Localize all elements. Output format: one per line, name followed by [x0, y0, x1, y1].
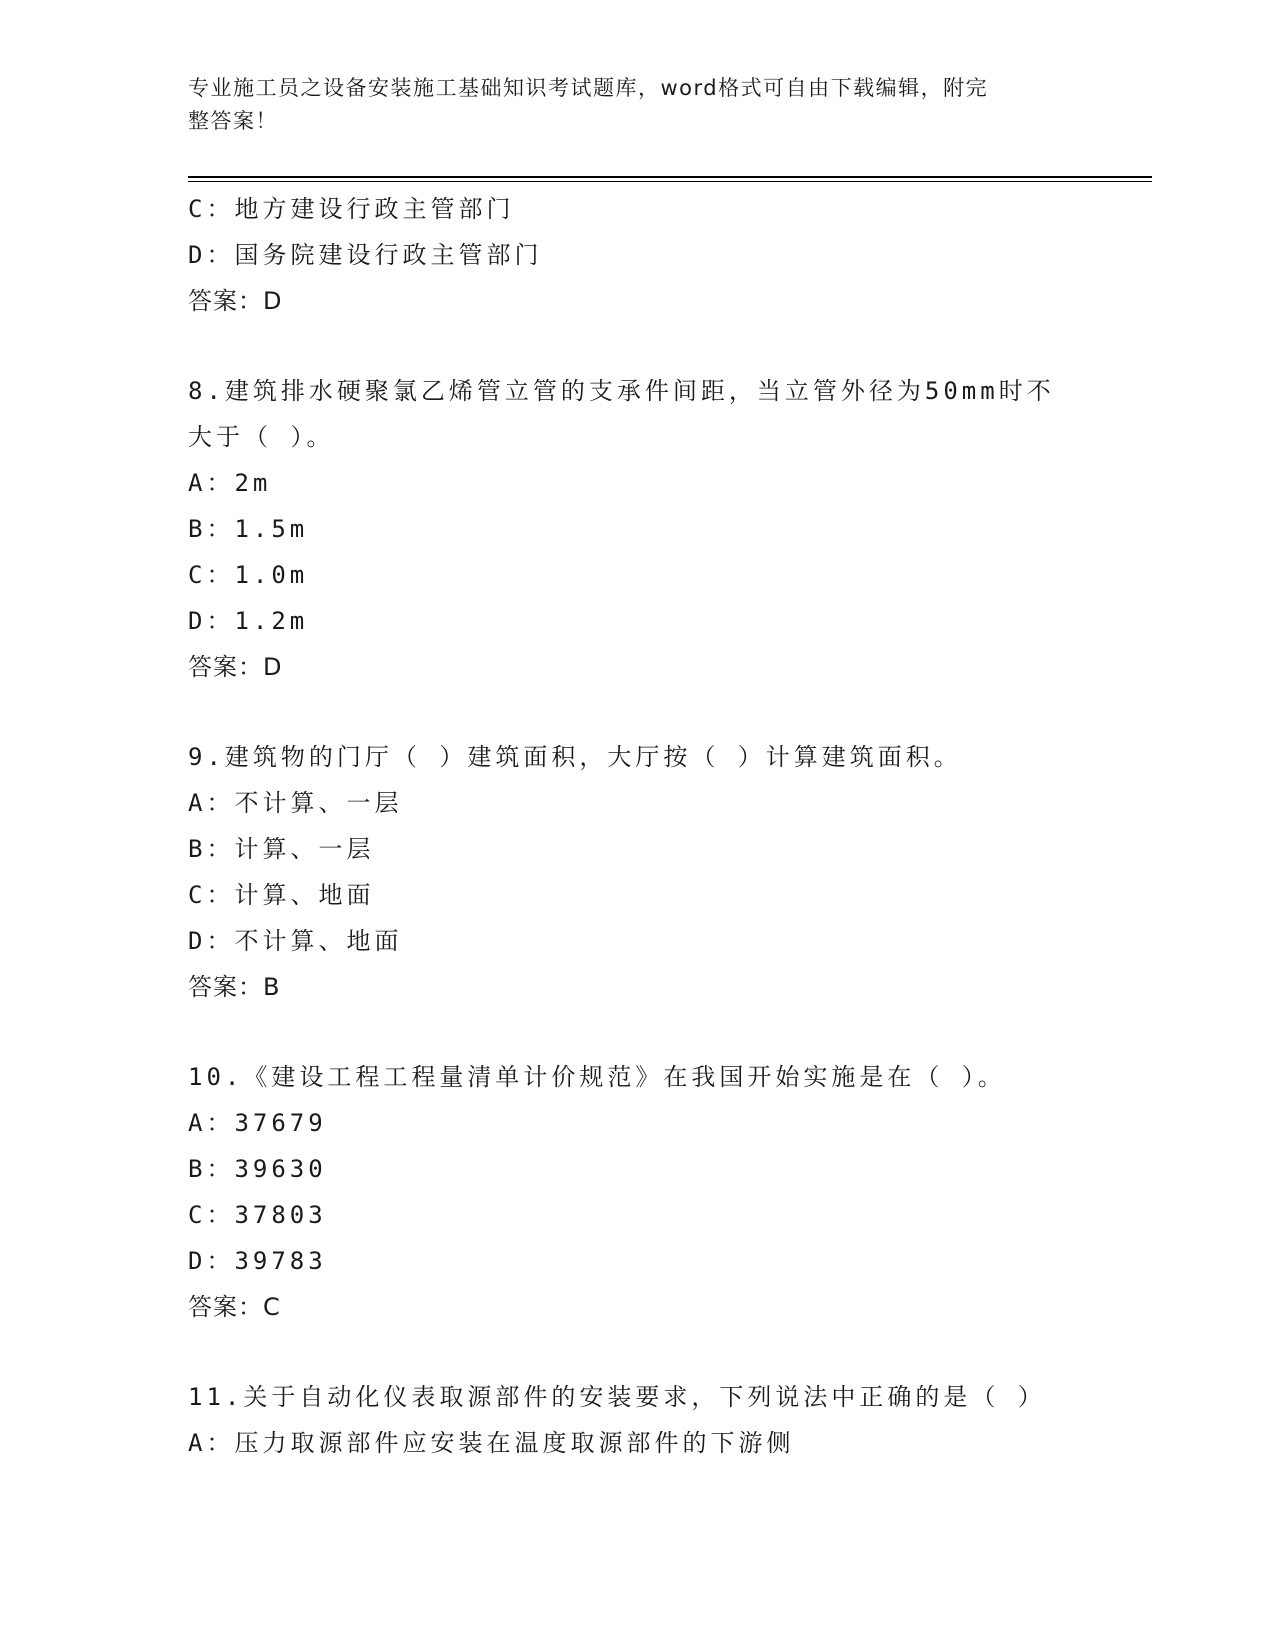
option-b: B：1.5m: [188, 515, 309, 543]
option-a: A：不计算、一层: [188, 789, 403, 817]
question-list: [188, 186, 1152, 1466]
option-a: A：2m: [188, 469, 272, 497]
option-b: B：39630: [188, 1155, 327, 1183]
header-rule-thick: [188, 176, 1152, 178]
question-11: [188, 1374, 1152, 1466]
option-d: D：39783: [188, 1247, 327, 1275]
question-stem-cont: 大于（ ）。: [188, 423, 335, 451]
option-a: A：压力取源部件应安装在温度取源部件的下游侧: [188, 1429, 795, 1457]
option-d: D：国务院建设行政主管部门: [188, 241, 543, 269]
option-c: C：37803: [188, 1201, 327, 1229]
question-stem: 11.关于自动化仪表取源部件的安装要求，下列说法中正确的是（ ）: [188, 1383, 1046, 1411]
question-8: [188, 368, 1152, 690]
document-header: [188, 72, 1068, 138]
question-9: [188, 734, 1152, 1010]
question-10: [188, 1054, 1152, 1330]
header-line-1: 专业施工员之设备安装施工基础知识考试题库，word格式可自由下载编辑，附完: [188, 76, 989, 100]
option-a: A：37679: [188, 1109, 327, 1137]
option-c: C：1.0m: [188, 561, 309, 589]
answer-line: 答案：B: [188, 973, 281, 1001]
option-c: C：计算、地面: [188, 881, 375, 909]
answer-line: 答案：C: [188, 1293, 281, 1321]
question-stem: 10.《建设工程工程量清单计价规范》在我国开始实施是在（ ）。: [188, 1063, 1006, 1091]
option-d: D：不计算、地面: [188, 927, 403, 955]
option-c: C：地方建设行政主管部门: [188, 195, 515, 223]
question-continuation: [188, 186, 1152, 324]
answer-line: 答案：D: [188, 287, 283, 315]
option-d: D：1.2m: [188, 607, 309, 635]
header-rule-thin: [188, 181, 1152, 182]
header-line-2: 整答案！: [188, 109, 278, 133]
answer-line: 答案：D: [188, 653, 283, 681]
question-stem: 9.建筑物的门厅（ ）建筑面积，大厅按（ ）计算建筑面积。: [188, 743, 962, 771]
question-stem: 8.建筑排水硬聚氯乙烯管立管的支承件间距，当立管外径为50mm时不: [188, 377, 1055, 405]
option-b: B：计算、一层: [188, 835, 375, 863]
